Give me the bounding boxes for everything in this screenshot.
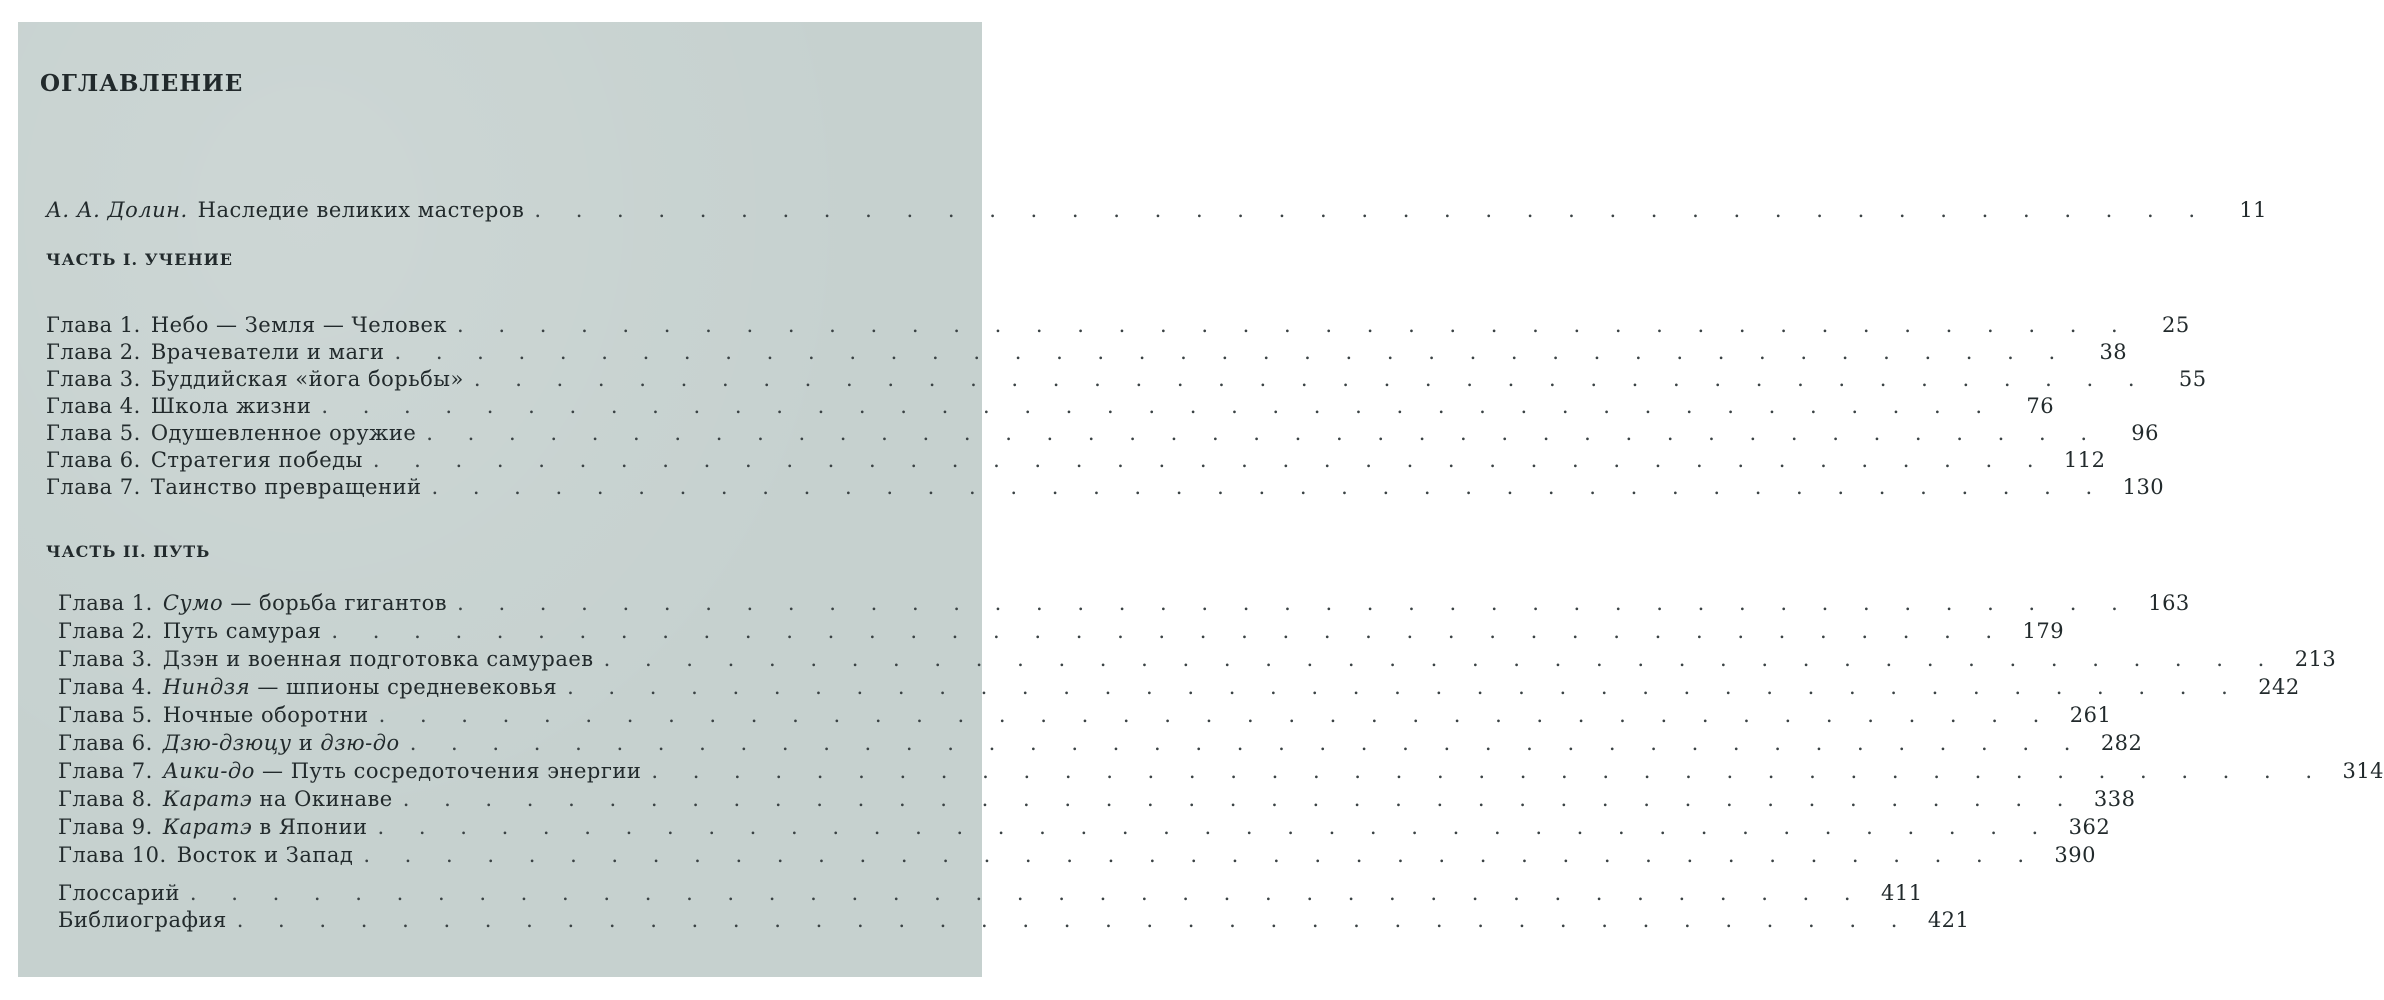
dot-leader: . . . . . . . . . . . . . . . . . . . . . . . . . . . . . . . . . . . . . . . . .: [394, 340, 2070, 364]
dot-leader: . . . . . . . . . . . . . . . . . . . . . . . . . . . . . . . . . . . . . . . . .: [377, 815, 2053, 839]
chapter-number: Глава 6.: [58, 731, 153, 755]
dot-leader: . . . . . . . . . . . . . . . . . . . . . . . . . . . . . . . . . . . . . . . . .: [426, 421, 2101, 445]
chapter-number: Глава 2.: [58, 619, 153, 643]
toc-entry: [58, 785, 2136, 813]
toc-entry: [46, 446, 2106, 474]
page-title: ОГЛАВЛЕНИЕ: [40, 70, 244, 97]
page-number: 163: [2148, 591, 2190, 615]
chapter-title-italic: Сумо: [162, 591, 224, 615]
intro-title: Наследие великих мастеров: [197, 198, 525, 222]
toc-entry: [46, 311, 2190, 339]
dot-leader: . . . . . . . . . . . . . . . . . . . . . . . . . . . . . . . . . . . . . . . . .: [402, 787, 2078, 811]
chapter-title: Буддийская «йога борьбы»: [150, 367, 464, 391]
toc-entry: [58, 757, 2384, 785]
part-heading-2: ЧАСТЬ II. ПУТЬ: [46, 542, 211, 561]
toc-entry: [46, 392, 2055, 420]
chapter-title: Таинство превращений: [150, 475, 422, 499]
chapter-title-italic: Каратэ: [162, 787, 253, 811]
page-number: 130: [2122, 475, 2165, 499]
page-number: 421: [1927, 908, 1970, 932]
page-number: 11: [2239, 198, 2268, 222]
dot-leader: . . . . . . . . . . . . . . . . . . . . . . . . . . . . . . . . . . . . . . . . .: [431, 475, 2107, 499]
page-number: 38: [2099, 340, 2128, 364]
toc-entry: [58, 673, 2300, 701]
dot-leader: . . . . . . . . . . . . . . . . . . . . . . . . . . . . . . . . . . . . . . . . .: [363, 843, 2039, 867]
chapter-title: Врачеватели и маги: [150, 340, 385, 364]
dot-leader: . . . . . . . . . . . . . . . . . . . . . . . . . . . . . . . . . . . . . . . . .: [567, 675, 2242, 699]
chapter-number: Глава 4.: [58, 675, 153, 699]
toc-entry: [58, 589, 2190, 617]
chapter-title: — Путь сосредоточения энергии: [254, 759, 642, 783]
chapter-number: Глава 9.: [58, 815, 153, 839]
toc-entry-glossary: [58, 879, 1923, 907]
dot-leader: . . . . . . . . . . . . . . . . . . . . . . . . . . . . . . . . . . . . . . . . .: [457, 591, 2132, 615]
dot-leader: . . . . . . . . . . . . . . . . . . . . . . . . . . . . . . . . . . . . . . . . .: [603, 647, 2279, 671]
chapter-title-italic-2: дзю-до: [320, 731, 400, 755]
book-page: [18, 22, 2384, 977]
dot-leader: . . . . . . . . . . . . . . . . . . . . . . . . . . . . . . . . . . . . . . . . .: [409, 731, 2085, 755]
page-number: 179: [2022, 619, 2065, 643]
chapter-number: Глава 6.: [46, 448, 141, 472]
chapter-title: Путь самурая: [162, 619, 322, 643]
toc-entry: [46, 338, 2128, 366]
page-number: 314: [2342, 759, 2384, 783]
chapter-title: на Окинаве: [252, 787, 393, 811]
page-number: 55: [2178, 367, 2207, 391]
chapter-number: Глава 10.: [58, 843, 167, 867]
chapter-number: Глава 1.: [58, 591, 153, 615]
toc-entry: [58, 617, 2065, 645]
chapter-number: Глава 7.: [58, 759, 153, 783]
dot-leader: . . . . . . . . . . . . . . . . . . . . . . . . . . . . . . . . . . . . . . . . .: [321, 394, 1997, 418]
entry-label: [46, 198, 524, 222]
chapter-title: Небо — Земля — Человек: [150, 313, 448, 337]
entry-title: Библиография: [58, 908, 227, 932]
chapter-number: Глава 4.: [46, 394, 141, 418]
chapter-number: Глава 5.: [46, 421, 141, 445]
chapter-title-italic: Аики-до: [162, 759, 255, 783]
chapter-title: Стратегия победы: [150, 448, 363, 472]
dot-leader: . . . . . . . . . . . . . . . . . . . . . . . . . . . . . . . . . . . . . . . . .: [236, 908, 1912, 932]
dot-leader: . . . . . . . . . . . . . . . . . . . . . . . . . . . . . . . . . . . . . . . . .: [473, 367, 2149, 391]
dot-leader: . . . . . . . . . . . . . . . . . . . . . . . . . . . . . . . . . . . . . . . . .: [378, 703, 2054, 727]
dot-leader: . . . . . . . . . . . . . . . . . . . . . . . . . . . . . . . . . . . . . . . . .: [189, 881, 1865, 905]
chapter-number: Глава 7.: [46, 475, 141, 499]
chapter-number: Глава 3.: [58, 647, 153, 671]
page-number: 261: [2069, 703, 2112, 727]
toc-entry: [46, 473, 2165, 501]
toc-entry: [58, 645, 2337, 673]
toc-entry: [58, 841, 2097, 869]
dot-leader: . . . . . . . . . . . . . . . . . . . . . . . . . . . . . . . . . . . . . . . . .: [457, 313, 2132, 337]
toc-entry: [58, 813, 2111, 841]
page-number: 76: [2026, 394, 2055, 418]
entry-title: Глоссарий: [58, 881, 180, 905]
page-number: 213: [2294, 647, 2337, 671]
chapter-title-italic: Ниндзя: [162, 675, 251, 699]
chapter-title: Одушевленное оружие: [150, 421, 417, 445]
chapter-title: Восток и Запад: [176, 843, 354, 867]
page-number: 411: [1880, 881, 1923, 905]
page-number: 112: [2063, 448, 2106, 472]
toc-entry: [46, 365, 2207, 393]
toc-entry-bibliography: [58, 906, 1970, 934]
intro-author: А. А. Долин.: [46, 198, 188, 222]
page-number: 25: [2161, 313, 2190, 337]
chapter-title-italic: Каратэ: [162, 815, 253, 839]
chapter-title: Дзэн и военная подготовка самураев: [162, 647, 594, 671]
dot-leader: . . . . . . . . . . . . . . . . . . . . . . . . . . . . . . . . . . . . . . . . .: [372, 448, 2048, 472]
toc-entry: [58, 701, 2112, 729]
chapter-title: — борьба гигантов: [223, 591, 448, 615]
chapter-title: Ночные оборотни: [162, 703, 369, 727]
chapter-number: Глава 3.: [46, 367, 141, 391]
chapter-title: и: [291, 731, 321, 755]
dot-leader: . . . . . . . . . . . . . . . . . . . . . . . . . . . . . . . . . . . . . . . . .: [534, 198, 2210, 222]
chapter-number: Глава 8.: [58, 787, 153, 811]
page-number: 282: [2100, 731, 2143, 755]
chapter-number: Глава 2.: [46, 340, 141, 364]
chapter-title: Школа жизни: [150, 394, 312, 418]
page-number: 338: [2093, 787, 2136, 811]
chapter-number: Глава 5.: [58, 703, 153, 727]
page-number: 362: [2068, 815, 2111, 839]
dot-leader: . . . . . . . . . . . . . . . . . . . . . . . . . . . . . . . . . . . . . . . . .: [651, 759, 2327, 783]
dot-leader: . . . . . . . . . . . . . . . . . . . . . . . . . . . . . . . . . . . . . . . . .: [331, 619, 2007, 643]
page-number: 390: [2054, 843, 2097, 867]
chapter-title-italic: Дзю-дзюцу: [162, 731, 292, 755]
toc-entry-intro: [46, 196, 2268, 224]
toc-entry: [46, 419, 2159, 447]
chapter-title: в Японии: [252, 815, 368, 839]
page-number: 242: [2258, 675, 2300, 699]
part-heading-1: ЧАСТЬ I. УЧЕНИЕ: [46, 250, 233, 269]
toc-entry: [58, 729, 2143, 757]
chapter-number: Глава 1.: [46, 313, 141, 337]
page-number: 96: [2131, 421, 2159, 445]
chapter-title: — шпионы средневековья: [250, 675, 558, 699]
